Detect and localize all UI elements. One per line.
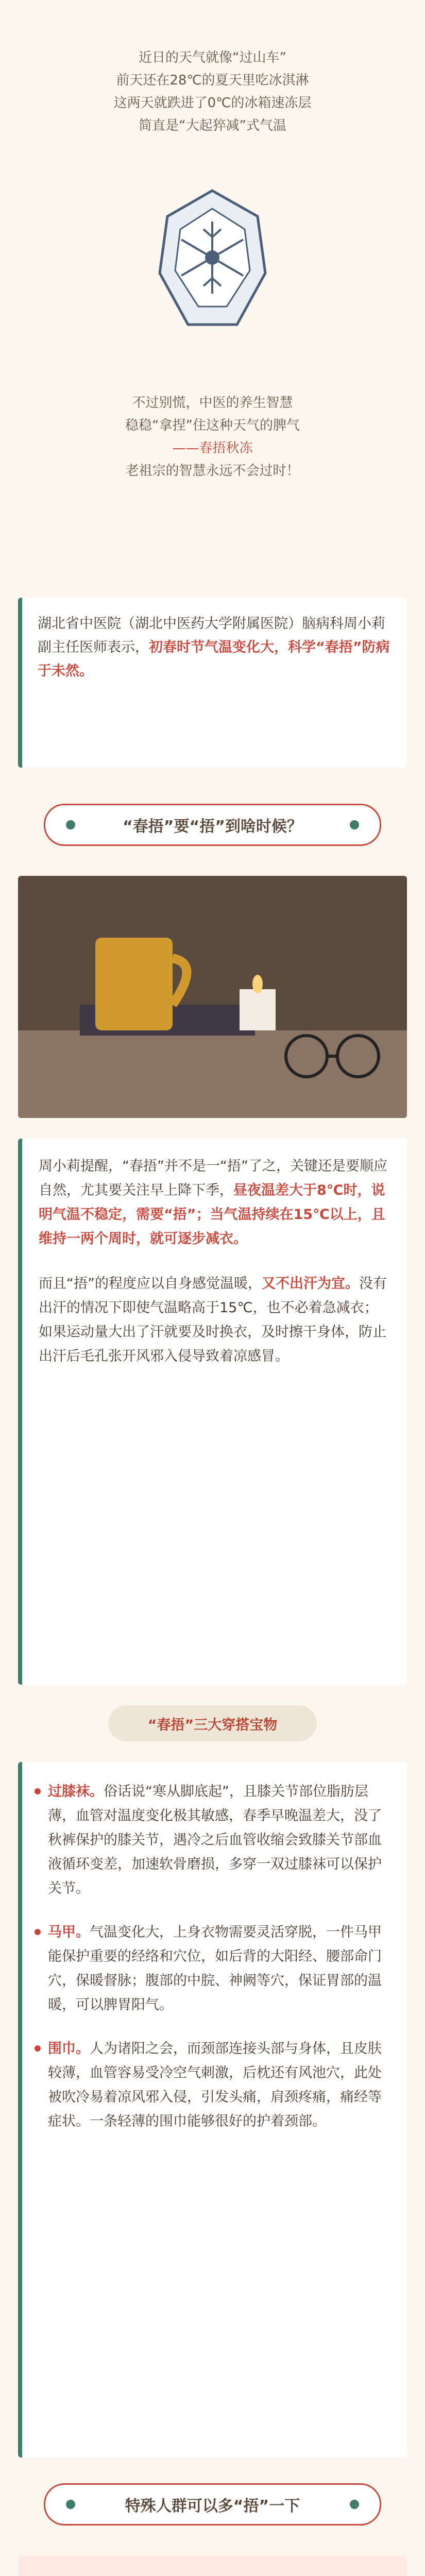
paragraph-text: 而且“捂”的程度应以自身感觉温暖， bbox=[39, 1276, 262, 1292]
source-text-a: 湖北省中医院（湖北中医药大学附属医院）脑病科周小莉副主任医师表示， bbox=[38, 616, 385, 655]
intro-line: 简直是“大起猝减”式气温 bbox=[139, 118, 286, 133]
list-item bbox=[48, 1920, 388, 2017]
paragraph bbox=[39, 1154, 390, 1251]
section-banner-3 bbox=[44, 2483, 381, 2526]
item-body: 人为诸阳之会，而颈部连接头部与身体，且皮肤较薄，血管容易受冷空气刺激，后枕还有风池穴，此处被吹冷易着凉风邪入侵，引发头痛，肩颈疼痛，痛经等症状。一条轻薄的围巾能够很好的护着颈部。 bbox=[48, 2041, 382, 2129]
intro-line: 老祖宗的智慧永远不会过时！ bbox=[125, 463, 300, 479]
item-head: 过膝袜。 bbox=[48, 1784, 104, 1800]
intro-line: 不过别慌，中医的养生智慧 bbox=[132, 395, 293, 411]
intro-line-highlight: ——春捂秋冻 bbox=[172, 440, 253, 456]
paragraph-highlight: 昼夜温差大于8℃时，说明气温不稳定，需要“捂”；当气温持续在15℃以上，且维持一两个周时，就可逐步减衣。 bbox=[39, 1182, 385, 1247]
list-item bbox=[48, 1780, 388, 1901]
source-card bbox=[18, 598, 407, 768]
paragraph-text: 没有出汗的情况下即使气温略高于15℃，也不必着急减衣；如果运动量大出了汗就要及时换衣，及时擦干身体，防止出汗后毛孔张开风邪入侵导致着凉感冒。 bbox=[39, 1276, 387, 1364]
item-head: 围巾。 bbox=[48, 2041, 90, 2057]
snowflake-illustration bbox=[155, 185, 270, 340]
banner-dot-icon bbox=[350, 2500, 359, 2509]
section2-list bbox=[18, 1762, 407, 2458]
tea-candle-photo bbox=[18, 876, 407, 1118]
fist-heartbeat-illustration bbox=[18, 2555, 407, 2576]
intro-line: 稳稳“拿捏”住这种天气的脾气 bbox=[125, 418, 300, 433]
banner-dot-icon bbox=[350, 820, 359, 829]
item-body: 气温变化大，上身衣物需要灵活穿脱，一件马甲能保护重要的经络和穴位，如后背的大阳经、腰部命门穴，保暖督脉；腹部的中脘、神阙等穴，保证胃部的温暖，可以脾胃阳气。 bbox=[48, 1924, 382, 2013]
source-text-b: 初春时节气温变化大，科学“春捂”防病于未然。 bbox=[38, 639, 390, 679]
section-banner-1 bbox=[44, 804, 381, 846]
section-pill-2: “春捂”三大穿搭宝物 bbox=[108, 1705, 317, 1741]
paragraph bbox=[39, 1272, 390, 1368]
section1-card bbox=[18, 1139, 407, 1685]
paragraph-text: 周小莉提醒，“春捂”并不是一“捂”了之，关键还是要顺应自然，尤其要关注早上降下季， bbox=[39, 1158, 387, 1198]
paragraph-highlight: 又不出汗为宜。 bbox=[261, 1276, 359, 1292]
item-body: 俗话说“寒从脚底起”，且膝关节部位脂肪层薄，血管对温度变化极其敏感，春季早晚温差大，没了秋裤保护的膝关节，遇冷之后血管收缩会致膝关节部血液循环变差，加速软骨磨损，多穿一双过膝袜可以保护关节。 bbox=[48, 1784, 382, 1896]
list-item bbox=[48, 2037, 388, 2133]
intro-line: 前天还在28℃的夏天里吃冰淇淋 bbox=[116, 73, 309, 88]
intro-section bbox=[0, 0, 425, 639]
intro-line: 近日的天气就像“过山车” bbox=[139, 50, 286, 65]
intro-line: 这两天就跌进了0℃的冰箱速冻层 bbox=[113, 95, 312, 111]
item-head: 马甲。 bbox=[48, 1924, 90, 1940]
source-text bbox=[38, 612, 392, 683]
section-title: 特殊人群可以多“捂”一下 bbox=[125, 2497, 300, 2515]
section-title: “春捂”要“捂”到啥时候？ bbox=[123, 818, 302, 836]
